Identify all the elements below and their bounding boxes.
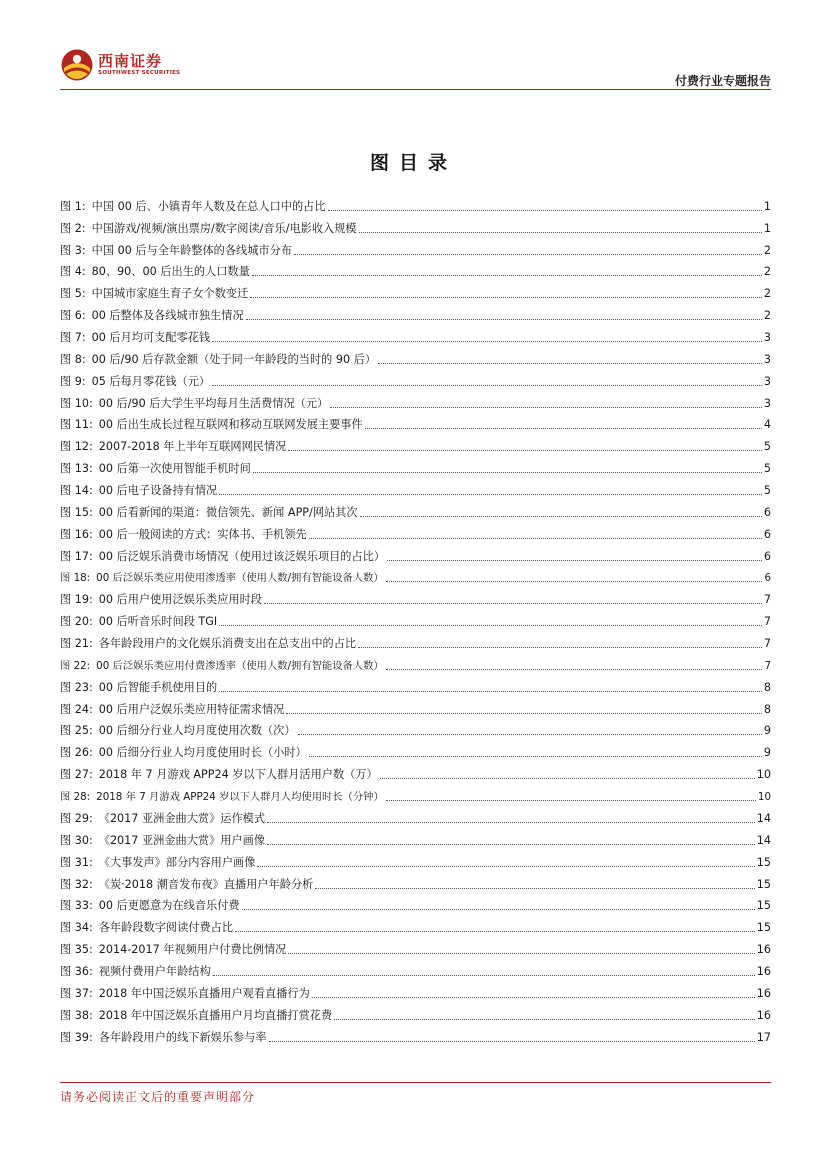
toc-dot-leader — [219, 625, 762, 626]
header-divider — [60, 89, 771, 90]
toc-entry-label — [60, 331, 210, 345]
toc-entry-page: 16 — [756, 986, 771, 1000]
toc-entry[interactable] — [60, 367, 771, 389]
footer-divider — [60, 1082, 771, 1083]
toc-entry[interactable] — [60, 214, 771, 236]
toc-entry-text: 00 后细分行业人均月度使用次数（次） — [98, 724, 296, 738]
toc-dot-leader — [360, 516, 762, 517]
toc-entry-number: 图 28: — [60, 791, 91, 804]
toc-dot-leader — [250, 297, 762, 298]
toc-entry-text: 00 后第一次使用智能手机时间 — [98, 462, 251, 476]
toc-entry[interactable] — [60, 935, 771, 957]
toc-entry-page: 6 — [763, 527, 771, 541]
toc-entry-text: 2018 年中国泛娱乐直播用户月均直播打赏花费 — [98, 1008, 333, 1022]
toc-entry-number: 图 38: — [60, 1008, 93, 1022]
toc-entry-text: 视频付费用户年龄结构 — [98, 964, 211, 978]
toc-entry-label — [60, 244, 292, 258]
toc-entry-label — [60, 353, 376, 367]
toc-entry-text: 2007-2018 年上半年互联网网民情况 — [98, 440, 287, 454]
toc-entry[interactable] — [60, 389, 771, 411]
toc-entry-number: 图 23: — [60, 680, 93, 694]
toc-entry-page: 15 — [756, 877, 771, 891]
report-type-label: 付费行业专题报告 — [674, 74, 771, 88]
toc-entry-number: 图 21: — [60, 637, 93, 651]
toc-entry-page: 2 — [763, 287, 771, 301]
toc-entry-text: 各年龄段用户的文化娱乐消费支出在总支出中的占比 — [98, 637, 357, 651]
toc-dot-leader — [269, 1041, 755, 1042]
toc-entry-text: 2018 年中国泛娱乐直播用户观看直播行为 — [98, 986, 310, 1000]
figure-list — [60, 192, 771, 1045]
toc-entry-label — [60, 637, 356, 651]
toc-entry-page: 3 — [763, 374, 771, 388]
toc-entry[interactable] — [60, 870, 771, 892]
toc-entry-number: 图 4: — [60, 265, 86, 279]
toc-dot-leader — [386, 669, 763, 670]
toc-entry-text: 00 后用户泛娱乐类应用特征需求情况 — [98, 702, 285, 716]
toc-entry-number: 图 26: — [60, 746, 93, 760]
logo-english-name: SOUTHWEST SECURITIES — [98, 70, 181, 76]
toc-entry-page: 17 — [756, 1030, 771, 1044]
toc-entry-text: 00 后电子设备持有情况 — [98, 484, 218, 498]
toc-entry-label — [60, 265, 250, 279]
toc-entry-label — [60, 790, 384, 804]
toc-dot-leader — [252, 275, 762, 276]
toc-dot-leader — [359, 232, 762, 233]
toc-entry-number: 图 32: — [60, 877, 93, 891]
toc-entry-text: 00 后细分行业人均月度使用时长（小时） — [98, 746, 307, 760]
toc-entry-page: 9 — [763, 724, 771, 738]
toc-entry[interactable] — [60, 236, 771, 258]
toc-entry-number: 图 2: — [60, 221, 86, 235]
toc-entry[interactable] — [60, 695, 771, 717]
toc-entry-label — [60, 375, 210, 389]
toc-entry-page: 4 — [763, 418, 771, 432]
toc-entry-page: 3 — [763, 352, 771, 366]
toc-entry-page: 15 — [756, 899, 771, 913]
toc-dot-leader — [365, 428, 762, 429]
toc-entry-page: 6 — [763, 505, 771, 519]
toc-entry[interactable] — [60, 564, 771, 586]
toc-entry-text: 00 后/90 后存款金额（处于同一年龄段的当时的 90 后） — [91, 352, 377, 366]
toc-entry-number: 图 15: — [60, 505, 93, 519]
toc-dot-leader — [315, 888, 754, 889]
toc-entry-label — [60, 856, 255, 870]
toc-entry-text: 《炭·2018 潮音发布夜》直播用户年龄分析 — [98, 877, 314, 891]
toc-dot-leader — [328, 210, 762, 211]
toc-entry-number: 图 11: — [60, 418, 93, 432]
toc-entry[interactable] — [60, 411, 771, 433]
toc-entry-label — [60, 484, 217, 498]
toc-entry-label — [60, 200, 326, 214]
toc-entry-label — [60, 550, 385, 564]
toc-dot-leader — [257, 866, 754, 867]
toc-entry[interactable] — [60, 1001, 771, 1023]
toc-entry[interactable] — [60, 585, 771, 607]
toc-entry-text: 2018 年 7 月游戏 APP24 岁以下人群月人均使用时长（分钟） — [96, 791, 384, 804]
toc-entry-text: 00 后/90 后大学生平均每月生活费情况（元） — [98, 396, 329, 410]
toc-dot-leader — [212, 341, 762, 342]
toc-entry-label — [60, 418, 363, 432]
toc-entry-page: 7 — [764, 659, 771, 672]
toc-entry-text: 各年龄段数字阅读付费占比 — [98, 921, 234, 935]
toc-entry-page: 6 — [764, 572, 771, 585]
toc-entry-text: 各年龄段用户的线下新娱乐参与率 — [98, 1030, 267, 1044]
toc-entry-number: 图 16: — [60, 527, 93, 541]
toc-entry[interactable] — [60, 782, 771, 804]
toc-dot-leader — [264, 603, 762, 604]
toc-dot-leader — [312, 997, 755, 998]
toc-entry[interactable] — [60, 301, 771, 323]
toc-entry-text: 《2017 亚洲金曲大赏》用户画像 — [98, 833, 266, 847]
toc-entry-page: 16 — [756, 1008, 771, 1022]
toc-entry[interactable] — [60, 1023, 771, 1045]
toc-dot-leader — [288, 450, 762, 451]
toc-entry-page: 3 — [763, 396, 771, 410]
toc-entry-text: 00 后更愿意为在线音乐付费 — [98, 899, 240, 913]
toc-entry-number: 图 13: — [60, 462, 93, 476]
toc-entry-text: 《2017 亚洲金曲大赏》运作模式 — [98, 811, 266, 825]
toc-entry-number: 图 29: — [60, 811, 93, 825]
toc-entry-text: 中国城市家庭生育子女个数变迁 — [91, 287, 249, 301]
toc-entry-number: 图 22: — [60, 659, 91, 672]
toc-entry[interactable] — [60, 629, 771, 651]
toc-dot-leader — [387, 560, 762, 561]
toc-entry-number: 图 10: — [60, 396, 93, 410]
logo-emblem-icon — [60, 48, 94, 82]
toc-entry[interactable] — [60, 345, 771, 367]
toc-entry-page: 10 — [756, 768, 771, 782]
toc-dot-leader — [219, 494, 762, 495]
toc-entry-label — [60, 528, 307, 542]
toc-entry-label — [60, 1031, 267, 1045]
toc-entry-number: 图 20: — [60, 615, 93, 629]
toc-dot-leader — [253, 472, 762, 473]
toc-entry[interactable] — [60, 192, 771, 214]
toc-entry-number: 图 24: — [60, 702, 93, 716]
toc-entry-text: 05 后每月零花钱（元） — [91, 374, 211, 388]
toc-entry-number: 图 17: — [60, 549, 93, 563]
toc-dot-leader — [386, 800, 756, 801]
toc-entry[interactable] — [60, 848, 771, 870]
toc-entry-number: 图 35: — [60, 943, 93, 957]
toc-dot-leader — [294, 254, 762, 255]
toc-dot-leader — [298, 734, 762, 735]
toc-dot-leader — [386, 581, 763, 582]
footer-disclaimer: 请务必阅读正文后的重要声明部分 — [60, 1090, 256, 1104]
page-header — [60, 40, 771, 92]
toc-dot-leader — [212, 385, 762, 386]
toc-entry-number: 图 33: — [60, 899, 93, 913]
toc-entry-text: 00 后月均可支配零花钱 — [91, 331, 211, 345]
toc-entry-number: 图 7: — [60, 331, 86, 345]
toc-entry-label — [60, 812, 265, 826]
toc-entry[interactable] — [60, 476, 771, 498]
toc-entry-label — [60, 571, 384, 585]
toc-entry[interactable] — [60, 258, 771, 280]
toc-entry-page: 2 — [763, 243, 771, 257]
toc-entry[interactable] — [60, 432, 771, 454]
toc-entry-page: 10 — [757, 791, 771, 804]
toc-entry-number: 图 12: — [60, 440, 93, 454]
toc-entry[interactable] — [60, 826, 771, 848]
toc-entry-page: 14 — [756, 833, 771, 847]
toc-entry-page: 16 — [756, 964, 771, 978]
toc-entry[interactable] — [60, 760, 771, 782]
toc-entry-page: 2 — [763, 309, 771, 323]
toc-entry-text: 00 后泛娱乐类应用付费渗透率（使用人数/拥有智能设备人数） — [96, 659, 384, 672]
toc-entry[interactable] — [60, 651, 771, 673]
toc-entry-label — [60, 659, 384, 673]
toc-entry-label — [60, 440, 286, 454]
toc-entry-label — [60, 681, 217, 695]
toc-entry-label — [60, 724, 296, 738]
toc-entry-page: 8 — [763, 702, 771, 716]
toc-entry-page: 15 — [756, 921, 771, 935]
toc-dot-leader — [267, 844, 755, 845]
toc-entry-text: 中国游戏/视频/演出票房/数字阅读/音乐/电影收入规模 — [91, 221, 357, 235]
toc-dot-leader — [246, 319, 762, 320]
toc-entry-page: 2 — [763, 265, 771, 279]
toc-entry[interactable] — [60, 738, 771, 760]
toc-entry-page: 5 — [763, 484, 771, 498]
toc-entry-text: 中国 00 后、小镇青年人数及在总人口中的占比 — [91, 199, 326, 213]
toc-entry-page: 5 — [763, 440, 771, 454]
toc-entry-text: 2014-2017 年视频用户付费比例情况 — [98, 943, 287, 957]
toc-dot-leader — [213, 975, 755, 976]
toc-entry-number: 图 36: — [60, 964, 93, 978]
toc-dot-leader — [330, 407, 762, 408]
toc-entry-label — [60, 287, 248, 301]
toc-entry-number: 图 25: — [60, 724, 93, 738]
toc-entry-page: 7 — [763, 615, 771, 629]
toc-entry-page: 5 — [763, 462, 771, 476]
toc-dot-leader — [358, 647, 762, 648]
toc-entry-number: 图 30: — [60, 833, 93, 847]
toc-entry-number: 图 37: — [60, 986, 93, 1000]
toc-entry-number: 图 31: — [60, 855, 93, 869]
toc-entry-number: 图 14: — [60, 484, 93, 498]
toc-entry[interactable] — [60, 892, 771, 914]
toc-entry[interactable] — [60, 323, 771, 345]
toc-entry[interactable] — [60, 913, 771, 935]
toc-entry[interactable] — [60, 717, 771, 739]
toc-entry-label — [60, 768, 378, 782]
toc-entry-number: 图 1: — [60, 199, 86, 213]
toc-entry-number: 图 18: — [60, 572, 91, 585]
toc-entry[interactable] — [60, 542, 771, 564]
toc-entry[interactable] — [60, 607, 771, 629]
toc-entry-number: 图 5: — [60, 287, 86, 301]
toc-entry-label — [60, 987, 310, 1001]
toc-entry-label — [60, 899, 240, 913]
toc-entry-text: 00 后出生成长过程互联网和移动互联网发展主要事件 — [98, 418, 363, 432]
toc-entry[interactable] — [60, 454, 771, 476]
toc-entry-text: 00 后整体及各线城市独生情况 — [91, 309, 244, 323]
toc-dot-leader — [378, 363, 762, 364]
toc-entry-text: 00 后智能手机使用目的 — [98, 680, 218, 694]
toc-entry-page: 3 — [763, 331, 771, 345]
toc-dot-leader — [309, 538, 762, 539]
toc-entry-label — [60, 878, 313, 892]
toc-entry-number: 图 9: — [60, 374, 86, 388]
toc-entry-number: 图 3: — [60, 243, 86, 257]
toc-entry-label — [60, 462, 251, 476]
toc-entry-label — [60, 746, 307, 760]
toc-entry-label — [60, 397, 328, 411]
toc-entry-number: 图 34: — [60, 921, 93, 935]
toc-entry-number: 图 27: — [60, 768, 93, 782]
toc-entry[interactable] — [60, 279, 771, 301]
toc-entry-text: 00 后泛娱乐消费市场情况（使用过该泛娱乐项目的占比） — [98, 549, 386, 563]
toc-entry[interactable] — [60, 673, 771, 695]
toc-entry-number: 图 39: — [60, 1030, 93, 1044]
toc-entry-text: 2018 年 7 月游戏 APP24 岁以下人群月活用户数（万） — [98, 768, 378, 782]
toc-entry-page: 8 — [763, 680, 771, 694]
toc-entry-page: 15 — [756, 855, 771, 869]
toc-entry[interactable] — [60, 957, 771, 979]
toc-entry-page: 16 — [756, 943, 771, 957]
toc-entry-label — [60, 703, 284, 717]
toc-entry-page: 7 — [763, 593, 771, 607]
toc-entry-page: 6 — [763, 549, 771, 563]
toc-dot-leader — [242, 909, 755, 910]
toc-entry-text: 00 后听音乐时间段 TGI — [98, 615, 218, 629]
toc-entry-text: 00 后泛娱乐类应用使用渗透率（使用人数/拥有智能设备人数） — [96, 572, 384, 585]
toc-entry-text: 00 后一般阅读的方式：实体书、手机领先 — [98, 527, 307, 541]
toc-entry[interactable] — [60, 498, 771, 520]
toc-entry-label — [60, 1009, 332, 1023]
toc-entry-label — [60, 309, 244, 323]
toc-entry-label — [60, 615, 217, 629]
toc-dot-leader — [219, 691, 762, 692]
toc-entry-label — [60, 943, 286, 957]
toc-dot-leader — [334, 1019, 755, 1020]
toc-entry-text: 中国 00 后与全年龄整体的各线城市分布 — [91, 243, 292, 257]
toc-entry-text: 80、90、00 后出生的人口数量 — [91, 265, 250, 279]
toc-entry[interactable] — [60, 804, 771, 826]
toc-entry-label — [60, 921, 233, 935]
toc-entry-page: 7 — [763, 637, 771, 651]
toc-entry[interactable] — [60, 520, 771, 542]
toc-entry-page: 9 — [763, 746, 771, 760]
toc-entry-text: 00 后看新闻的渠道：微信领先、新闻 APP/网站其次 — [98, 505, 358, 519]
toc-dot-leader — [286, 713, 762, 714]
toc-entry-text: 《大事发声》部分内容用户画像 — [98, 855, 256, 869]
toc-entry-page: 14 — [756, 811, 771, 825]
toc-entry-number: 图 19: — [60, 593, 93, 607]
toc-entry-label — [60, 506, 358, 520]
company-logo — [60, 48, 200, 84]
toc-entry-label — [60, 965, 211, 979]
logo-chinese-name: 西南证券 — [98, 52, 163, 70]
toc-entry-number: 图 8: — [60, 352, 86, 366]
toc-entry-label — [60, 593, 262, 607]
toc-dot-leader — [380, 778, 755, 779]
toc-entry-page: 1 — [763, 199, 771, 213]
toc-entry-text: 00 后用户使用泛娱乐类应用时段 — [98, 593, 262, 607]
toc-entry-page: 1 — [763, 221, 771, 235]
toc-entry-label — [60, 834, 265, 848]
toc-entry-label — [60, 222, 357, 236]
toc-dot-leader — [267, 822, 755, 823]
toc-entry[interactable] — [60, 979, 771, 1001]
toc-entry-number: 图 6: — [60, 309, 86, 323]
toc-dot-leader — [288, 953, 754, 954]
toc-dot-leader — [235, 931, 755, 932]
toc-dot-leader — [309, 756, 762, 757]
toc-title: 图目录 — [369, 152, 457, 174]
